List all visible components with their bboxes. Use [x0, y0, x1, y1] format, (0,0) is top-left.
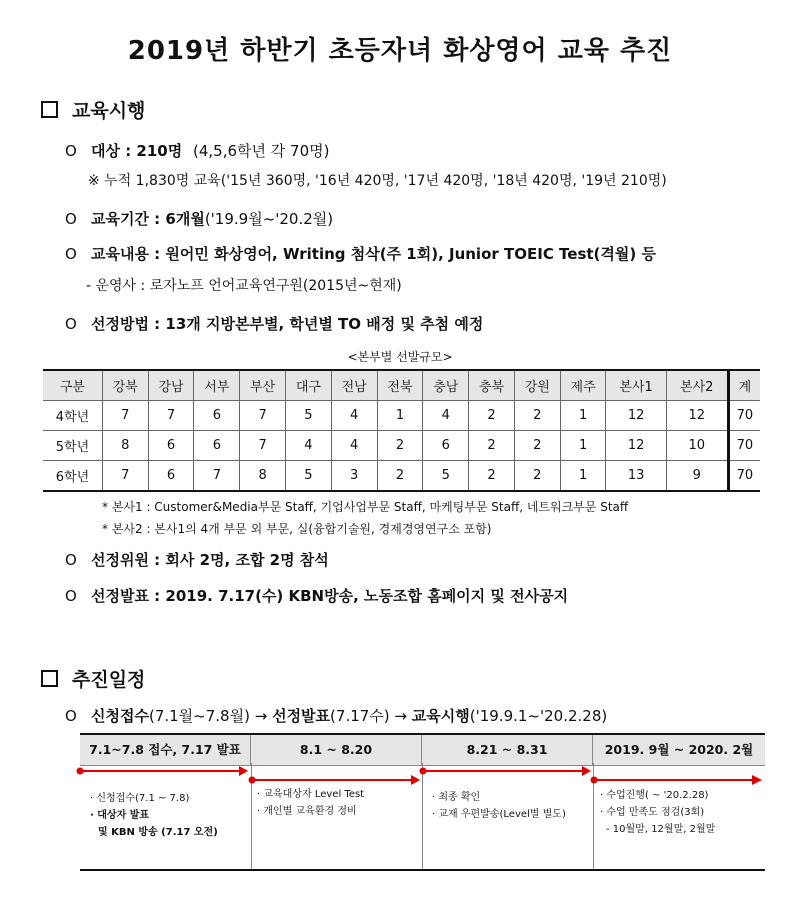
list-item: - 10월말, 12월말, 2월말 — [606, 824, 716, 835]
table-cell: 7 — [240, 431, 286, 461]
table-cell: 4 — [423, 401, 469, 431]
table-row — [43, 431, 760, 461]
phase-header: 2019. 9월 ~ 2020. 2월 — [592, 735, 765, 765]
table-cell: 8 — [102, 431, 148, 461]
timeline-arrow-1 — [77, 766, 249, 776]
period-label: 교육기간 : 6개월 — [91, 210, 205, 228]
list-item: · 대상자 발표 — [90, 810, 150, 821]
table-cell: 7 — [194, 461, 240, 492]
list-item: · 수업 만족도 점검(3회) — [600, 807, 705, 818]
bullet-period — [65, 208, 333, 229]
selection-table — [43, 369, 760, 492]
right-arrow-icon: → — [394, 707, 407, 725]
circle-bullet-icon: O — [65, 245, 77, 263]
list-item: 및 KBN 방송 (7.17 오전) — [98, 827, 218, 838]
bullet-announce — [65, 585, 568, 606]
list-item: · 수업진행( ~ '20.2.28) — [600, 790, 709, 801]
table-cell: 70 — [728, 461, 760, 492]
table-cell: 2 — [514, 401, 560, 431]
timeline-arrow-4 — [591, 775, 763, 785]
table-note-hq2: * 본사2 : 본사1의 4개 부문 외 부문, 실(융합기술원, 경제경영연구소 포함) — [102, 522, 492, 536]
phase-header: 8.21 ~ 8.31 — [421, 735, 592, 765]
page-title: 2019년 하반기 초등자녀 화상영어 교육 추진 — [127, 36, 673, 66]
flow-step-apply: 신청접수 — [91, 707, 149, 725]
list-item: · 교재 우편발송(Level별 별도) — [432, 809, 566, 820]
phase-header: 8.1 ~ 8.20 — [250, 735, 421, 765]
table-cell: 4 — [331, 431, 377, 461]
table-cell: 6학년 — [43, 461, 102, 492]
circle-bullet-icon: O — [65, 707, 77, 725]
table-cell: 5 — [423, 461, 469, 492]
table-cell: 12 — [666, 401, 728, 431]
list-item: · 개인별 교육환경 정비 — [257, 806, 357, 817]
phase-header: 7.1~7.8 접수, 7.17 발표 — [89, 742, 241, 757]
table-cell: 5학년 — [43, 431, 102, 461]
table-header-cell: 대구 — [286, 370, 332, 401]
table-cell: 70 — [728, 431, 760, 461]
table-note-hq1: * 본사1 : Customer&Media부문 Staff, 기업사업부문 Staff, 마케팅부문 Staff, 네트워크부문 Staff — [102, 500, 629, 514]
table-header-cell: 제주 — [560, 370, 606, 401]
table-cell: 5 — [286, 401, 332, 431]
list-item: · 최종 확인 — [432, 792, 481, 803]
table-cell: 6 — [194, 401, 240, 431]
table-header-cell: 본사2 — [666, 370, 728, 401]
table-cell: 1 — [560, 431, 606, 461]
table-cell: 2 — [514, 461, 560, 492]
table-header-cell: 강남 — [148, 370, 194, 401]
table-cell: 12 — [606, 401, 666, 431]
table-header-cell: 서부 — [194, 370, 240, 401]
checkbox-square-icon — [41, 670, 58, 687]
table-cell: 13 — [606, 461, 666, 492]
table-cell: 9 — [666, 461, 728, 492]
circle-bullet-icon: O — [65, 142, 77, 160]
bullet-method — [65, 313, 483, 334]
timeline-arrows — [70, 760, 770, 790]
section-heading-schedule — [41, 665, 145, 692]
table-cell: 3 — [331, 461, 377, 492]
list-item: · 신청접수(7.1 ~ 7.8) — [90, 793, 190, 804]
bullet-committee — [65, 549, 329, 570]
committee-label: 선정위원 : 회사 2명, 조합 2명 참석 — [91, 551, 329, 569]
section-heading-label: 교육시행 — [72, 100, 146, 122]
announce-label: 선정발표 : 2019. 7.17(수) KBN방송, 노동조합 홈페이지 및 전사공지 — [91, 587, 569, 605]
table-cell: 5 — [286, 461, 332, 492]
table-header-cell: 전북 — [377, 370, 423, 401]
table-cell: 1 — [560, 461, 606, 492]
circle-bullet-icon: O — [65, 551, 77, 569]
table-cell: 2 — [469, 401, 515, 431]
content-label: 교육내용 : 원어민 화상영어, Writing 첨삭(주 1회), Junior TOEIC Test(격월) 등 — [91, 245, 656, 263]
table-cell: 7 — [148, 401, 194, 431]
circle-bullet-icon: O — [65, 210, 77, 228]
section-heading-label: 추진일정 — [72, 669, 146, 691]
table-cell: 2 — [514, 431, 560, 461]
table-header-cell: 부산 — [240, 370, 286, 401]
cumulative-note: ※ 누적 1,830명 교육('15년 360명, '16년 420명, '17년 420명, '18년 420명, '19년 210명) — [88, 173, 667, 189]
table-cell: 6 — [148, 461, 194, 492]
phase4-details — [600, 787, 715, 838]
table-cell: 7 — [102, 461, 148, 492]
table-header-cell: 본사1 — [606, 370, 666, 401]
table-header-cell: 계 — [728, 370, 760, 401]
bullet-content — [65, 243, 656, 264]
table-caption: <본부별 선발규모> — [347, 350, 453, 364]
table-row — [43, 401, 760, 431]
table-row — [43, 461, 760, 492]
table-cell: 12 — [606, 431, 666, 461]
table-cell: 6 — [194, 431, 240, 461]
schedule-flow — [65, 705, 607, 726]
table-header-cell: 구분 — [43, 370, 102, 401]
table-header-cell: 강북 — [102, 370, 148, 401]
timeline-arrow-2 — [249, 775, 421, 785]
table-cell: 2 — [469, 461, 515, 492]
target-detail: (4,5,6학년 각 70명) — [193, 142, 330, 160]
table-cell: 4학년 — [43, 401, 102, 431]
table-cell: 1 — [560, 401, 606, 431]
flow-step-apply-date: (7.1월~7.8월) — [148, 707, 250, 725]
table-header-cell: 강원 — [514, 370, 560, 401]
operator-text: - 운영사 : 로자노프 언어교육연구원(2015년~현재) — [86, 278, 402, 294]
table-cell: 4 — [331, 401, 377, 431]
phase1-details — [90, 790, 218, 841]
flow-step-education: 교육시행 — [411, 707, 470, 725]
table-cell: 4 — [286, 431, 332, 461]
flow-step-education-date: ('19.9.1~'20.2.28) — [469, 707, 608, 725]
table-cell: 2 — [377, 431, 423, 461]
circle-bullet-icon: O — [65, 587, 77, 605]
table-cell: 1 — [377, 401, 423, 431]
bullet-target — [65, 140, 329, 161]
period-detail: ('19.9월~'20.2월) — [204, 210, 334, 228]
table-cell: 2 — [377, 461, 423, 492]
circle-bullet-icon: O — [65, 315, 77, 333]
table-cell: 7 — [102, 401, 148, 431]
flow-step-select: 선정발표 — [272, 707, 331, 725]
target-label: 대상 : 210명 — [91, 142, 183, 160]
table-header-cell: 전남 — [331, 370, 377, 401]
table-cell: 70 — [728, 401, 760, 431]
table-header-row — [43, 370, 760, 401]
timeline-arrow-3 — [420, 766, 592, 776]
flow-step-select-date: (7.17수) — [330, 707, 390, 725]
table-cell: 2 — [469, 431, 515, 461]
checkbox-square-icon — [41, 101, 58, 118]
list-item: · 교육대상자 Level Test — [257, 789, 365, 800]
right-arrow-icon: → — [254, 707, 268, 725]
table-header-cell: 충북 — [469, 370, 515, 401]
phase3-details — [432, 789, 566, 823]
phase2-details — [257, 786, 364, 820]
table-header-cell: 충남 — [423, 370, 469, 401]
table-cell: 6 — [423, 431, 469, 461]
table-cell: 7 — [240, 401, 286, 431]
method-label: 선정방법 : 13개 지방본부별, 학년별 TO 배정 및 추첨 예정 — [91, 315, 484, 333]
table-cell: 10 — [666, 431, 728, 461]
schedule-bottom-border — [80, 869, 765, 871]
section-heading-education — [41, 96, 145, 123]
table-cell: 6 — [148, 431, 194, 461]
table-cell: 8 — [240, 461, 286, 492]
